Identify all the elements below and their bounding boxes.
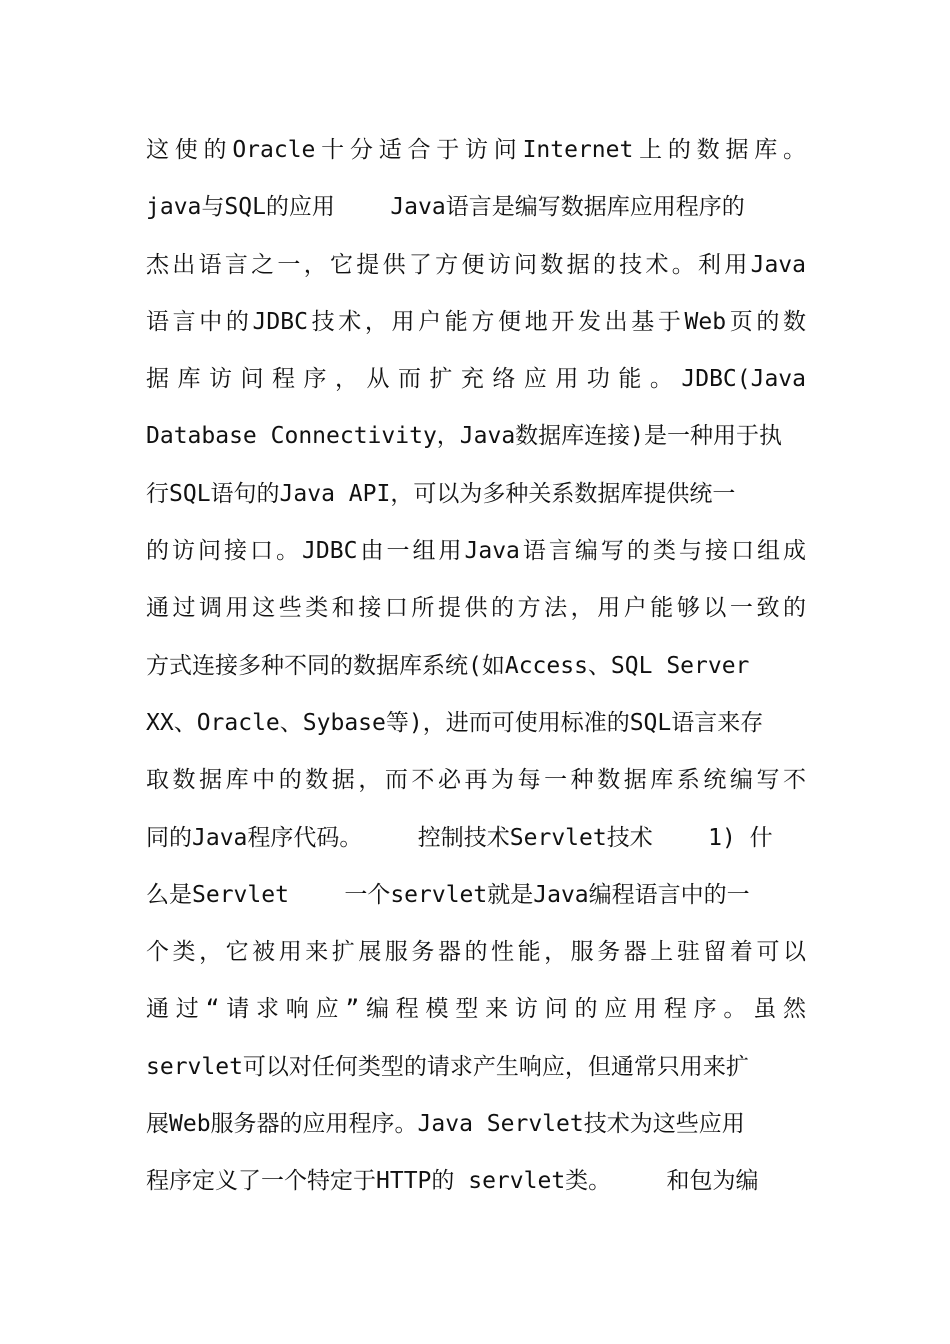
text-line: java与SQL的应用 Java语言是编写数据库应用程序的: [146, 194, 745, 221]
text-line: 通过“请求响应”编程模型来访问的应用程序。虽然: [146, 996, 806, 1023]
text-line: XX、Oracle、Sybase等)，进而可使用标准的SQL语言来存: [146, 709, 764, 736]
text-line: 行SQL语句的Java API，可以为多种关系数据库提供统一: [146, 480, 736, 507]
text-line: 取数据库中的数据，而不必再为每一种数据库系统编写不: [146, 767, 806, 794]
text-line: Database Connectivity，Java数据库连接)是一种用于执: [146, 423, 783, 450]
text-line: 程序定义了一个特定于HTTP的 servlet类。 和包为编: [146, 1168, 759, 1195]
text-line: 的访问接口。JDBC由一组用Java语言编写的类与接口组成: [146, 538, 806, 565]
text-line: 同的Java程序代码。 控制技术Servlet技术 1) 什: [146, 824, 773, 851]
text-line: 个类，它被用来扩展服务器的性能，服务器上驻留着可以: [146, 939, 806, 966]
text-line: servlet可以对任何类型的请求产生响应，但通常只用来扩: [146, 1053, 749, 1080]
text-line: 杰出语言之一，它提供了方便访问数据的技术。利用Java: [146, 251, 806, 278]
body-text: [146, 122, 806, 1211]
text-line: 么是Servlet 一个servlet就是Java编程语言中的一: [146, 881, 750, 908]
text-line: 通过调用这些类和接口所提供的方法，用户能够以一致的: [146, 595, 806, 622]
text-line: 据库访问程序，从而扩充络应用功能。JDBC(Java: [146, 366, 806, 393]
text-line: 语言中的JDBC技术，用户能方便地开发出基于Web页的数: [146, 308, 806, 335]
text-line: 这使的Oracle十分适合于访问Internet上的数据库。: [146, 137, 806, 163]
text-line: 方式连接多种不同的数据库系统(如Access、SQL Server: [146, 652, 750, 679]
text-line: 展Web服务器的应用程序。Java Servlet技术为这些应用: [146, 1111, 745, 1138]
